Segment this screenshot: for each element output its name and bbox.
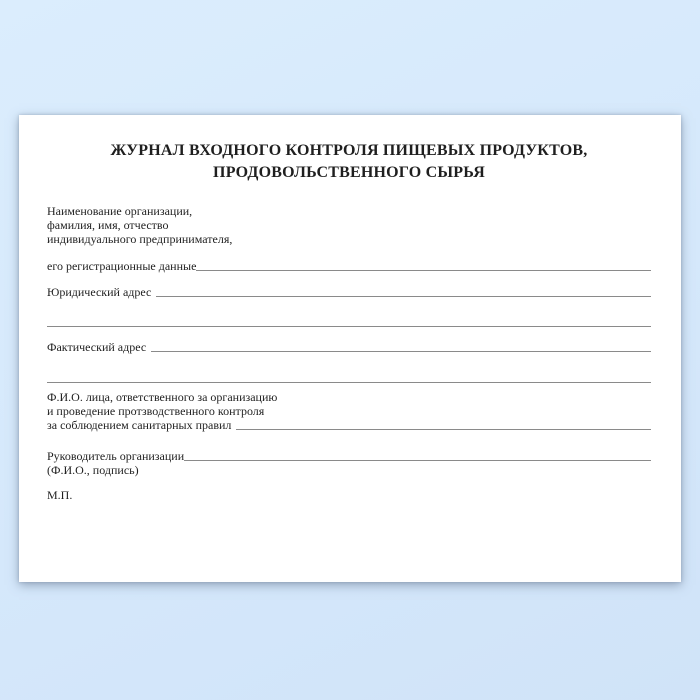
org-name-label-block xyxy=(47,204,651,246)
organization-head-field xyxy=(47,449,651,463)
org-name-label-line-1: Наименование организации, xyxy=(47,204,193,218)
registration-data-field xyxy=(47,259,651,273)
document-title-line-1: ЖУРНАЛ ВХОДНОГО КОНТРОЛЯ ПИЩЕВЫХ ПРОДУКТОВ, xyxy=(110,142,588,159)
responsible-person-blank-line xyxy=(236,429,651,430)
responsible-person-field xyxy=(47,390,651,432)
responsible-person-label-line-3-row xyxy=(47,418,651,432)
actual-address-blank-line xyxy=(151,351,651,352)
organization-head-label: Руководитель организации xyxy=(47,449,185,463)
actual-address-continuation-line xyxy=(47,368,651,383)
document-title xyxy=(47,140,651,184)
responsible-person-label-line-2: и проведение протзводственного контроля xyxy=(47,404,265,418)
org-name-label-line-2: фамилия, имя, отчество xyxy=(47,218,169,232)
stamp-place-label: М.П. xyxy=(47,488,73,502)
registration-data-label: его регистрационные данные xyxy=(47,259,197,273)
document-title-line-2: ПРОДОВОЛЬСТВЕННОГО СЫРЬЯ xyxy=(213,164,485,181)
document-page xyxy=(19,115,681,582)
responsible-person-label-line-3: за соблюдением санитарных правил xyxy=(47,418,232,432)
registration-data-blank-line xyxy=(196,270,651,271)
legal-address-blank-line xyxy=(156,296,651,297)
actual-address-label: Фактический адрес xyxy=(47,340,147,354)
actual-address-field xyxy=(47,340,651,354)
responsible-person-label-line-1: Ф.И.О. лица, ответственного за организацию xyxy=(47,390,278,404)
organization-head-note: (Ф.И.О., подпись) xyxy=(47,463,139,477)
legal-address-label: Юридический адрес xyxy=(47,285,152,299)
legal-address-continuation-line xyxy=(47,312,651,327)
org-name-label-line-3: индивидуального предпринимателя, xyxy=(47,232,233,246)
legal-address-field xyxy=(47,285,651,299)
organization-head-blank-line xyxy=(184,460,651,461)
